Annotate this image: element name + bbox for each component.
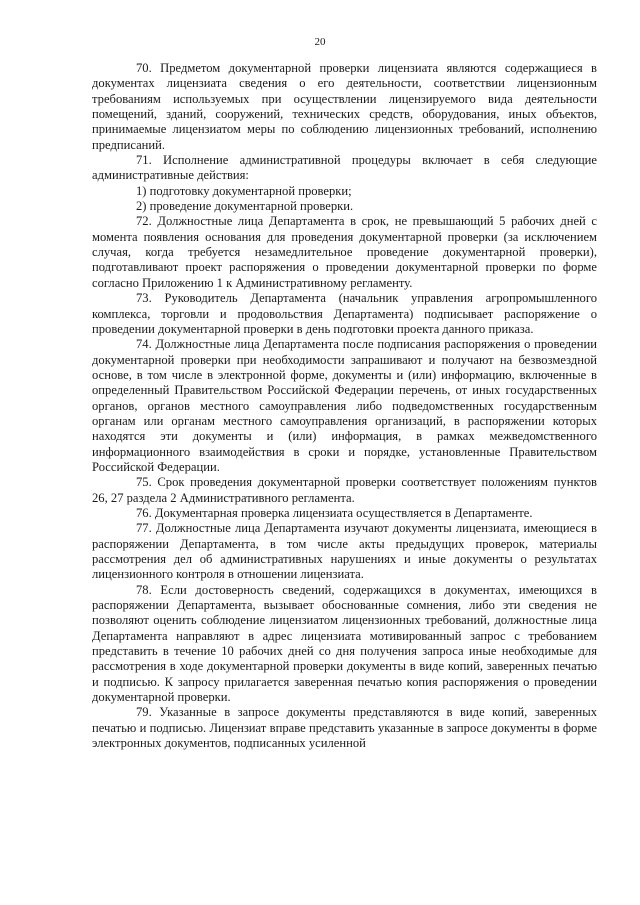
paragraph-78: 78. Если достоверность сведений, содержащихся в документах, имеющихся в распоряжении Департамента, вызывает обоснованные сомнения, либо эти сведения не позволяют оценить соблюдение лицензиатом лицензионных требований, должностные лица Департамента направляют в адрес лицензиата мотивированный запрос с требованием представить в течение 10 рабочих дней со дня получения запроса иные необходимые для рассмотрения в ходе документарной проверки документы в виде копий, заверенных печатью и подписью. К запросу прилагается заверенная печатью копия распоряжения о проведении документарной проверки. xyxy=(92,582,597,705)
paragraph-72: 72. Должностные лица Департамента в срок, не превышающий 5 рабочих дней с момента появления основания для проведения документарной проверки (за исключением случая, когда требуется незамедлительное проведение документарной проверки), подготавливают проект распоряжения о проведении документарной проверки по форме согласно Приложению 1 к Административному регламенту. xyxy=(92,214,597,290)
paragraph-71: 71. Исполнение административной процедуры включает в себя следующие административные действия: xyxy=(92,153,597,183)
page-number: 20 xyxy=(314,36,326,48)
paragraph-75: 75. Срок проведения документарной проверки соответствует положениям пунктов 26, 27 раздела 2 Административного регламента. xyxy=(92,475,597,505)
paragraph-73: 73. Руководитель Департамента (начальник управления агропромышленного комплекса, торговли и продовольствия Департамента) подписывает распоряжение о проведении документарной проверки в день подготовки проекта данного приказа. xyxy=(92,291,597,336)
paragraph-79: 79. Указанные в запросе документы представляются в виде копий, заверенных печатью и подписью. Лицензиат вправе представить указанные в запросе документы в форме электронных документов, подписанных усиленной xyxy=(92,705,597,751)
list-item-2: 2) проведение документарной проверки. xyxy=(136,199,354,214)
document-body xyxy=(92,61,597,751)
paragraph-77: 77. Должностные лица Департамента изучают документы лицензиата, имеющиеся в распоряжении Департамента, в том числе акты предыдущих проверок, материалы рассмотрения дел об административных нарушениях и иные документы о результатах лицензионного контроля в отношении лицензиата. xyxy=(92,521,597,582)
paragraph-76: 76. Документарная проверка лицензиата осуществляется в Департаменте. xyxy=(136,505,533,520)
paragraph-74: 74. Должностные лица Департамента после подписания распоряжения о проведении документарной проверки при необходимости запрашивают и получают на безвозмездной основе, в том числе в электронной форме, документы и (или) информацию, включенные в определенный Правительством Российской Федерации перечень, от иных государственных органов, органов местного самоуправления либо подведомственных государственным органам или органам местного самоуправления организаций, в распоряжении которых находятся эти документы и (или) информация, в рамках межведомственного информационного взаимодействия в сроки и порядке, установленные Правительством Российской Федерации. xyxy=(92,337,597,474)
list-item-1: 1) подготовку документарной проверки; xyxy=(136,183,352,198)
paragraph-70: 70. Предметом документарной проверки лицензиата являются содержащиеся в документах лицензиата сведения о его деятельности, соответствии лицензионным требованиям используемых при осуществлении лицензируемого вида деятельности помещений, зданий, сооружений, технических средств, оборудования, иных объектов, принимаемые лицензиатом меры по соблюдению лицензионных требований, исполнению предписаний. xyxy=(92,61,597,152)
